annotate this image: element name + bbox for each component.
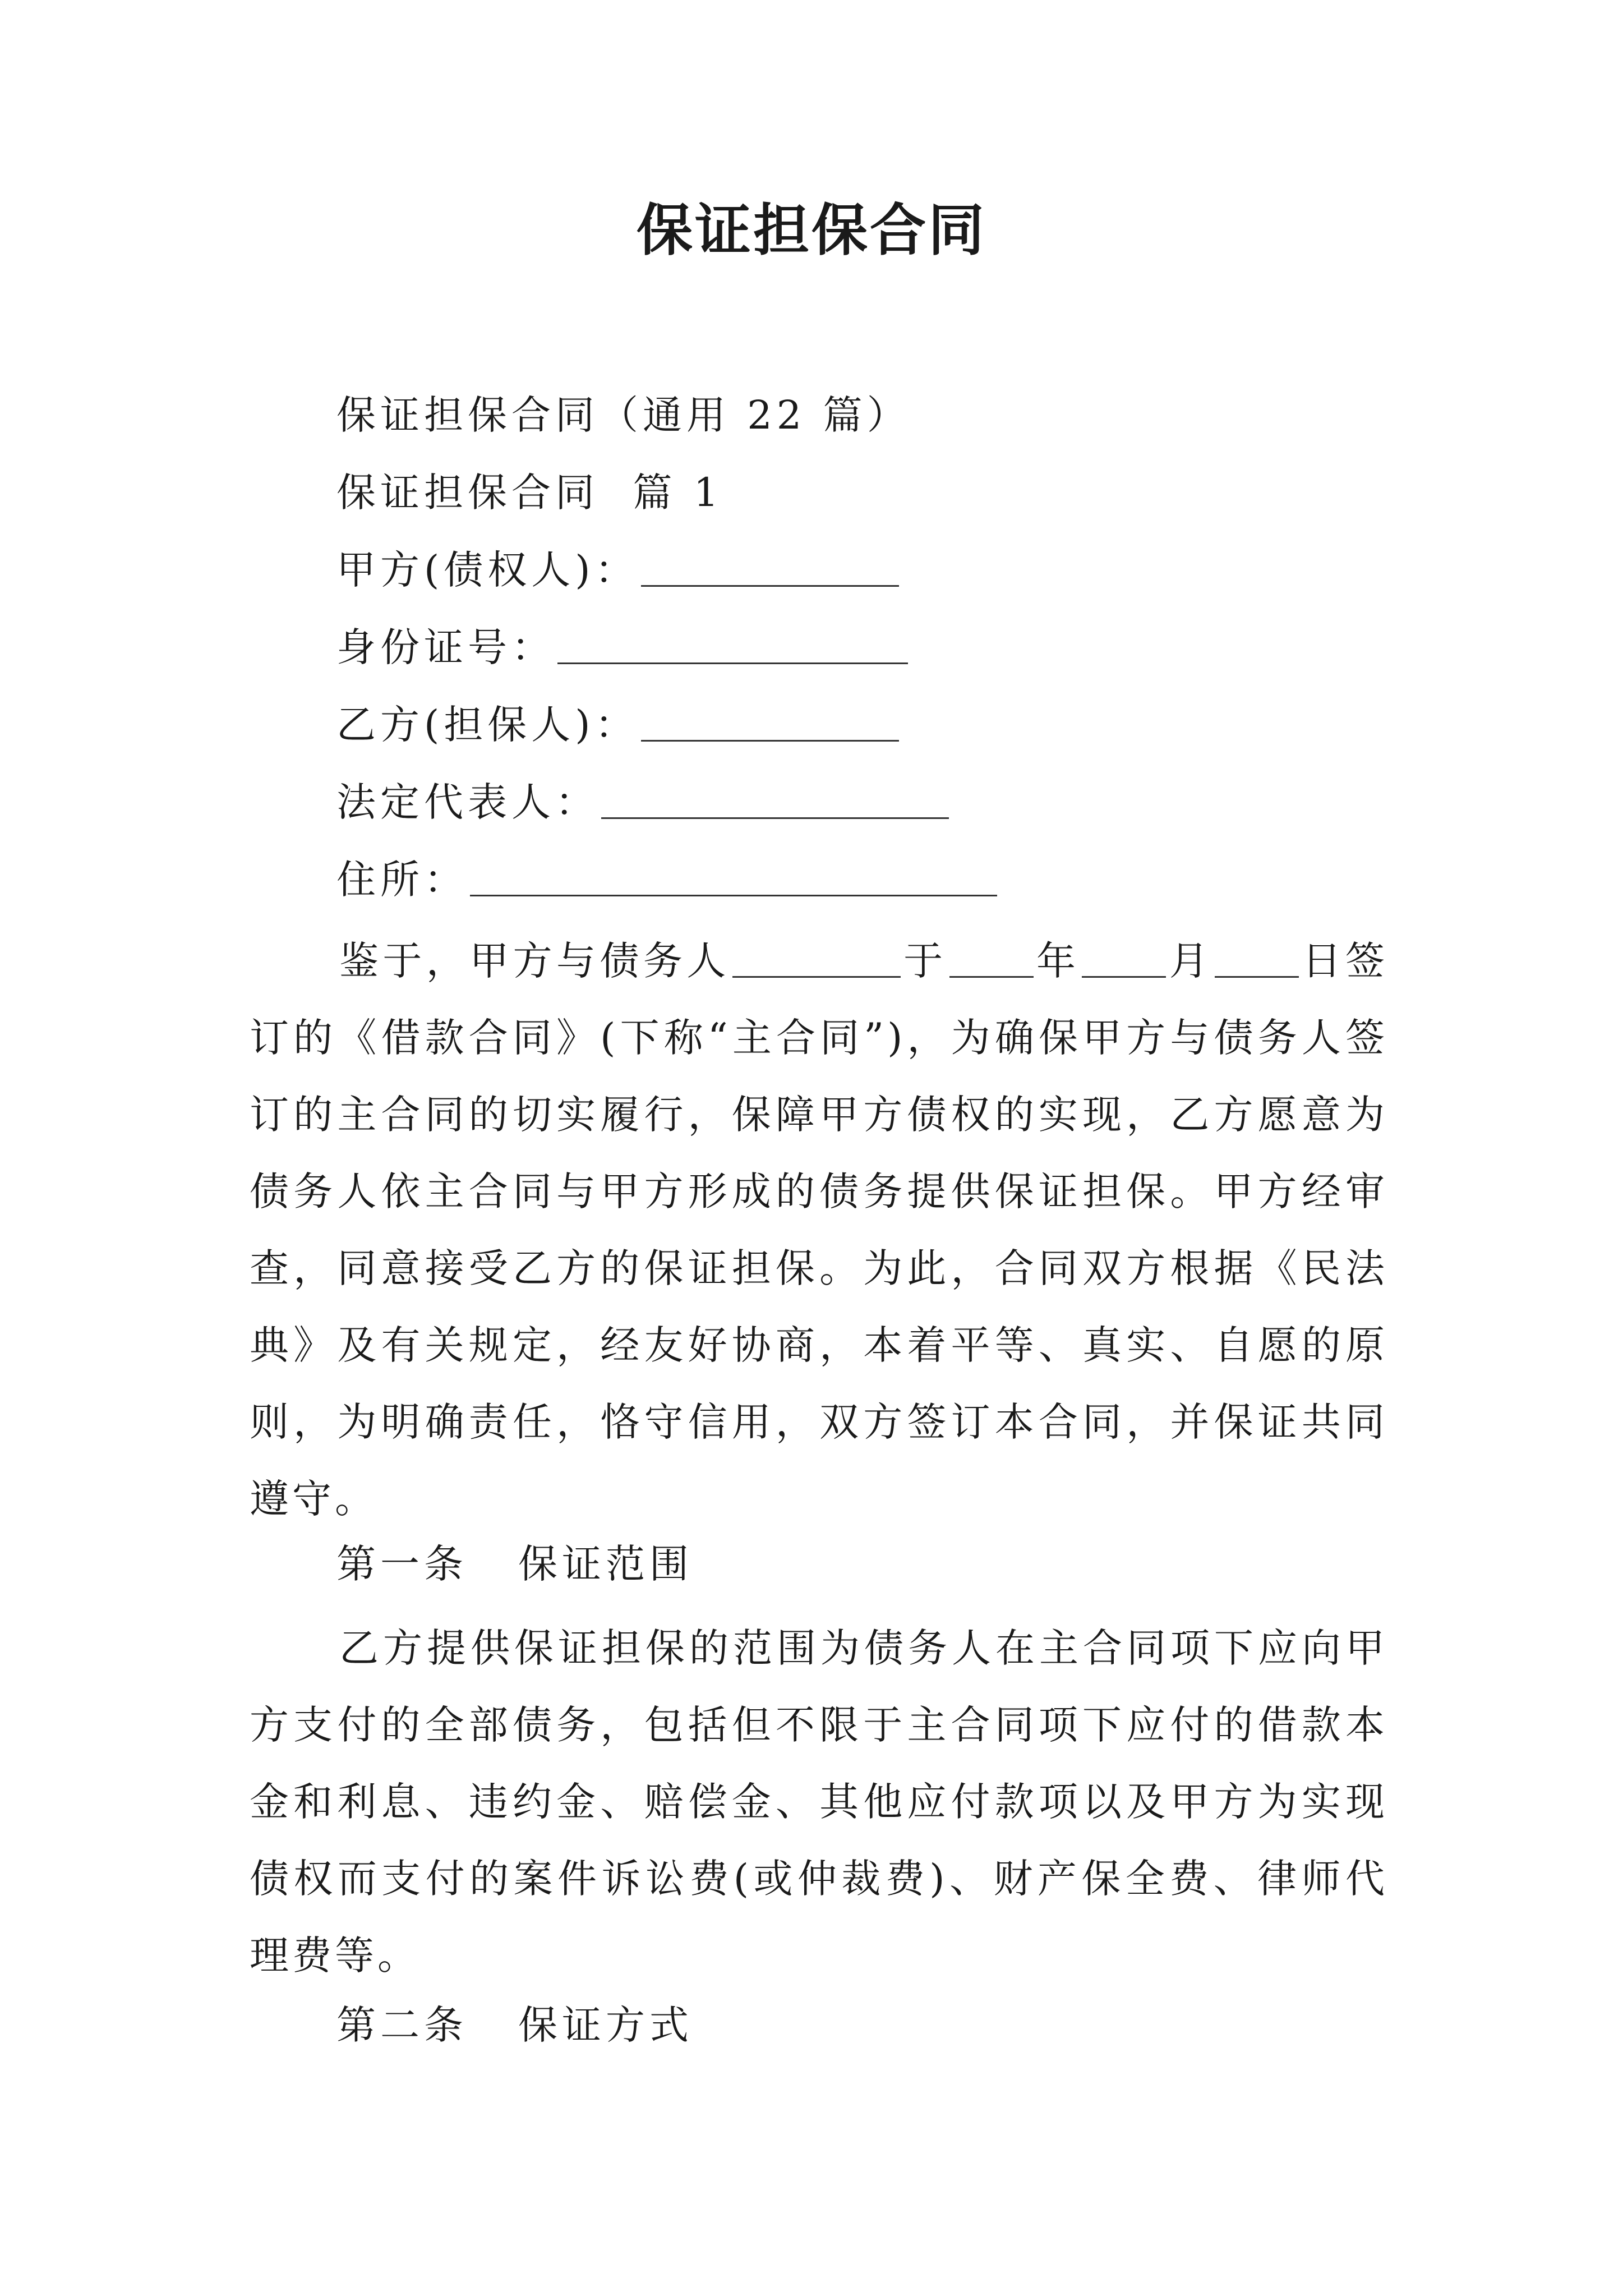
field-label: 身份证号： (336, 624, 555, 670)
preamble-text: 月 (1168, 938, 1213, 984)
fill-blank (601, 778, 949, 819)
document-title: 保证担保合同 (637, 197, 986, 263)
article-number: 第二条 (336, 2002, 468, 2048)
field-creditor (336, 542, 901, 598)
preamble-paragraph (250, 923, 1388, 1538)
field-guarantor (336, 697, 901, 753)
field-label: 住所： (336, 857, 468, 903)
preamble-text: 于 (902, 938, 947, 984)
fill-blank (949, 937, 1034, 978)
fill-blank (470, 855, 997, 896)
preamble-text: 鉴于，甲方与债务人 (339, 938, 730, 984)
fill-blank (641, 701, 899, 742)
fill-blank (1082, 937, 1166, 978)
article-1-body: 乙方提供保证担保的范围为债务人在主合同项下应向甲方支付的全部债务，包括但不限于主合同项下应付的借款本金和利息、违约金、赔偿金、其他应付款项以及甲方为实现债权而支付的案件诉讼费(或仲裁费)、财产保全费、律师代理费等。 (250, 1625, 1388, 1978)
field-label: 甲方(债权人)： (336, 547, 639, 593)
article-1-heading (336, 1536, 693, 1592)
preamble-text: 日签订的《借款合同》(下称“主合同”)，为确保甲方与债务人签订的主合同的切实履行，保障甲方债权的实现，乙方愿意为债务人依主合同与甲方形成的债务提供保证担保。甲方经审查，同意接受乙方的保证担保。为此，合同双方根据《民法典》及有关规定，经友好协商，本着平等、真实、自愿的原则，为明确责任，恪守信用，双方签订本合同，并保证共同遵守。 (250, 938, 1389, 1522)
fill-blank (1215, 937, 1299, 978)
article-number: 第一条 (336, 1541, 468, 1587)
article-2-heading (336, 1997, 693, 2053)
fill-blank (641, 546, 899, 587)
field-legal-representative (336, 774, 951, 830)
section-title: 保证担保合同 篇 1 (336, 470, 723, 516)
fill-blank (557, 623, 908, 664)
field-address (336, 852, 999, 908)
field-label: 乙方(担保人)： (336, 702, 639, 748)
article-title: 保证范围 (518, 1541, 693, 1587)
fill-blank (732, 937, 901, 978)
field-id-number (336, 619, 910, 675)
article-title: 保证方式 (518, 2002, 693, 2048)
document-subtitle: 保证担保合同（通用 22 篇） (336, 392, 911, 438)
field-label: 法定代表人： (336, 779, 599, 825)
preamble-text: 年 (1035, 938, 1080, 984)
